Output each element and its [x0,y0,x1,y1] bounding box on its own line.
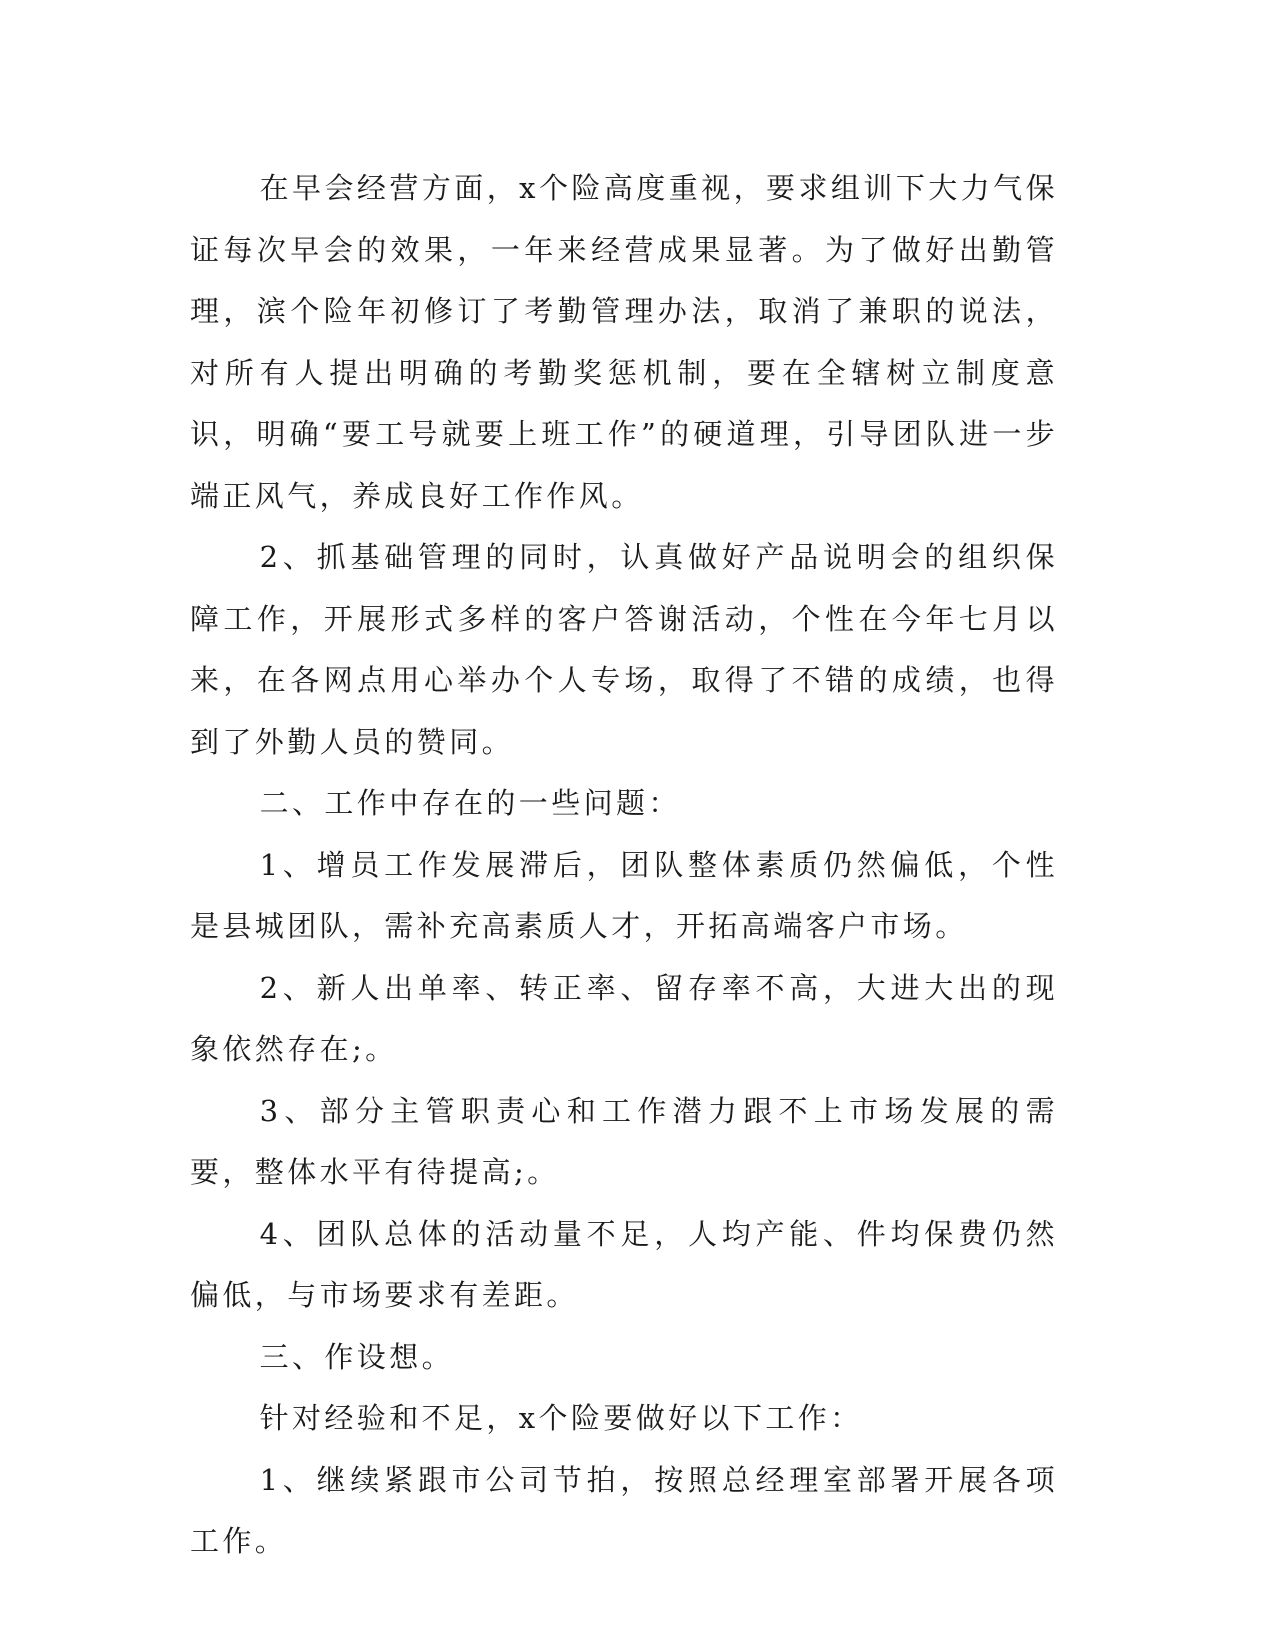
problem-item-1: 1、增员工作发展滞后，团队整体素质仍然偏低，个性是县城团队，需补充高素质人才，开拓高端客户市场。 [190,847,1058,943]
document-body [190,158,1058,1573]
problem-item-4: 4、团队总体的活动量不足，人均产能、件均保费仍然偏低，与市场要求有差距。 [190,1216,1058,1312]
paragraph-basic-management: 2、抓基础管理的同时，认真做好产品说明会的组织保障工作，开展形式多样的客户答谢活动，个性在今年七月以来，在各网点用心举办个人专场，取得了不错的成绩，也得到了外勤人员的赞同。 [190,540,1058,759]
problem-item-2: 2、新人出单率、转正率、留存率不高，大进大出的现象依然存在;。 [190,970,1058,1066]
heading-plans: 三、作设想。 [259,1339,454,1374]
plan-item-1: 1、继续紧跟市公司节拍，按照总经理室部署开展各项工作。 [190,1462,1058,1558]
problem-item-3: 3、部分主管职责心和工作潜力跟不上市场发展的需要，整体水平有待提高;。 [190,1093,1058,1189]
paragraph-plans-intro: 针对经验和不足，x个险要做好以下工作： [259,1401,863,1435]
paragraph-morning-meeting: 在早会经营方面，x个险高度重视，要求组训下大力气保证每次早会的效果，一年来经营成果显著。为了做好出勤管理，滨个险年初修订了考勤管理办法，取消了兼职的说法，对所有人提出明确的考勤奖惩机制，要在全辖树立制度意识，明确“要工号就要上班工作”的硬道理，引导团队进一步端正风气，养成良好工作作风。 [190,171,1058,513]
heading-problems: 二、工作中存在的一些问题： [259,786,681,820]
